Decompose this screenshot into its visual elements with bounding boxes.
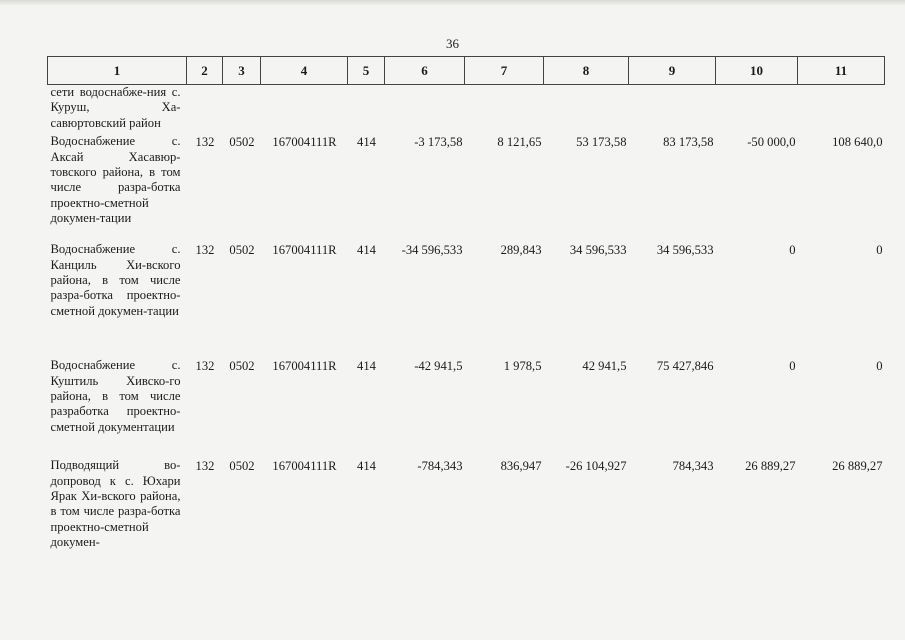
page-number: 36 [446, 36, 459, 51]
cell-c5 [348, 85, 385, 134]
cell-c8: 34 596,533 [569, 243, 627, 258]
column-header: 8 [544, 57, 629, 85]
cell-c11: 26 889,27 [832, 459, 883, 474]
cell-c2 [187, 85, 223, 134]
row-description: сети водоснабже-ния с. Куруш, Ха-савюртовский район [50, 85, 181, 130]
cell-c2: 132 [195, 135, 215, 150]
cell-c7: 836,947 [500, 459, 542, 474]
cell-c7: 8 121,65 [497, 135, 542, 150]
cell-c10: -50 000,0 [747, 135, 796, 150]
table-row [48, 133, 885, 241]
column-header: 7 [465, 57, 544, 85]
cell-c10: 0 [789, 243, 796, 258]
cell-c8: 42 941,5 [582, 359, 627, 374]
table-row [48, 457, 885, 587]
cell-c4: 167004111R [272, 135, 337, 150]
cell-c3 [223, 85, 261, 134]
table-header-row [48, 57, 885, 85]
cell-c10: 0 [789, 359, 796, 374]
column-header: 2 [187, 57, 223, 85]
cell-c2: 132 [195, 359, 215, 374]
column-header: 5 [348, 57, 385, 85]
cell-c7: 289,843 [500, 243, 542, 258]
cell-c9: 34 596,533 [656, 243, 714, 258]
budget-table [47, 56, 885, 587]
cell-c11: 0 [876, 243, 883, 258]
cell-c3: 0502 [229, 359, 255, 374]
cell-c9 [629, 85, 716, 134]
cell-c5: 414 [357, 359, 376, 374]
cell-c11: 0 [876, 359, 883, 374]
cell-c8 [544, 85, 629, 134]
cell-c7: 1 978,5 [503, 359, 542, 374]
row-description: Водоснабжение с. Куштиль Хивско-го района, в том числе разработка проектно-сметной документации [50, 358, 181, 434]
column-header: 10 [716, 57, 798, 85]
cell-c9: 83 173,58 [663, 135, 714, 150]
cell-c9: 784,343 [672, 459, 714, 474]
cell-c9: 75 427,846 [656, 359, 714, 374]
table-row [48, 241, 885, 357]
cell-c3: 0502 [229, 459, 255, 474]
cell-c5: 414 [357, 459, 376, 474]
cell-c2: 132 [195, 459, 215, 474]
column-header: 3 [223, 57, 261, 85]
cell-c3: 0502 [229, 135, 255, 150]
column-header: 4 [261, 57, 348, 85]
row-description: Водоснабжение с. Аксай Хасавюр-товского района, в том числе разра-ботка проектно-сметной докумен-тации [50, 134, 181, 226]
cell-c4: 167004111R [272, 243, 337, 258]
cell-c5: 414 [357, 135, 376, 150]
row-description: Водоснабжение с. Канциль Хи-вского района, в том числе разра-ботка проектно-сметной докумен-тации [50, 242, 181, 318]
cell-c11 [798, 85, 885, 134]
cell-c11: 108 640,0 [832, 135, 883, 150]
cell-c4: 167004111R [272, 359, 337, 374]
cell-c8: -26 104,927 [565, 459, 627, 474]
cell-c5: 414 [357, 243, 376, 258]
scan-shadow [0, 0, 905, 6]
table-row [48, 85, 885, 134]
cell-c10: 26 889,27 [745, 459, 796, 474]
column-header: 9 [629, 57, 716, 85]
cell-c6: -34 596,533 [401, 243, 463, 258]
cell-c4: 167004111R [272, 459, 337, 474]
column-header: 1 [48, 57, 187, 85]
cell-c3: 0502 [229, 243, 255, 258]
table-row [48, 357, 885, 457]
cell-c7 [465, 85, 544, 134]
cell-c4 [261, 85, 348, 134]
cell-c10 [716, 85, 798, 134]
cell-c6: -784,343 [417, 459, 463, 474]
cell-c6 [385, 85, 465, 134]
cell-c8: 53 173,58 [576, 135, 627, 150]
column-header: 6 [385, 57, 465, 85]
cell-c6: -3 173,58 [414, 135, 463, 150]
cell-c2: 132 [195, 243, 215, 258]
cell-c6: -42 941,5 [414, 359, 463, 374]
row-description: Подводящий во-допровод к с. Юхари Ярак Хи-вского района, в том числе разра-ботка проектно-сметной докумен- [50, 458, 181, 550]
column-header: 11 [798, 57, 885, 85]
